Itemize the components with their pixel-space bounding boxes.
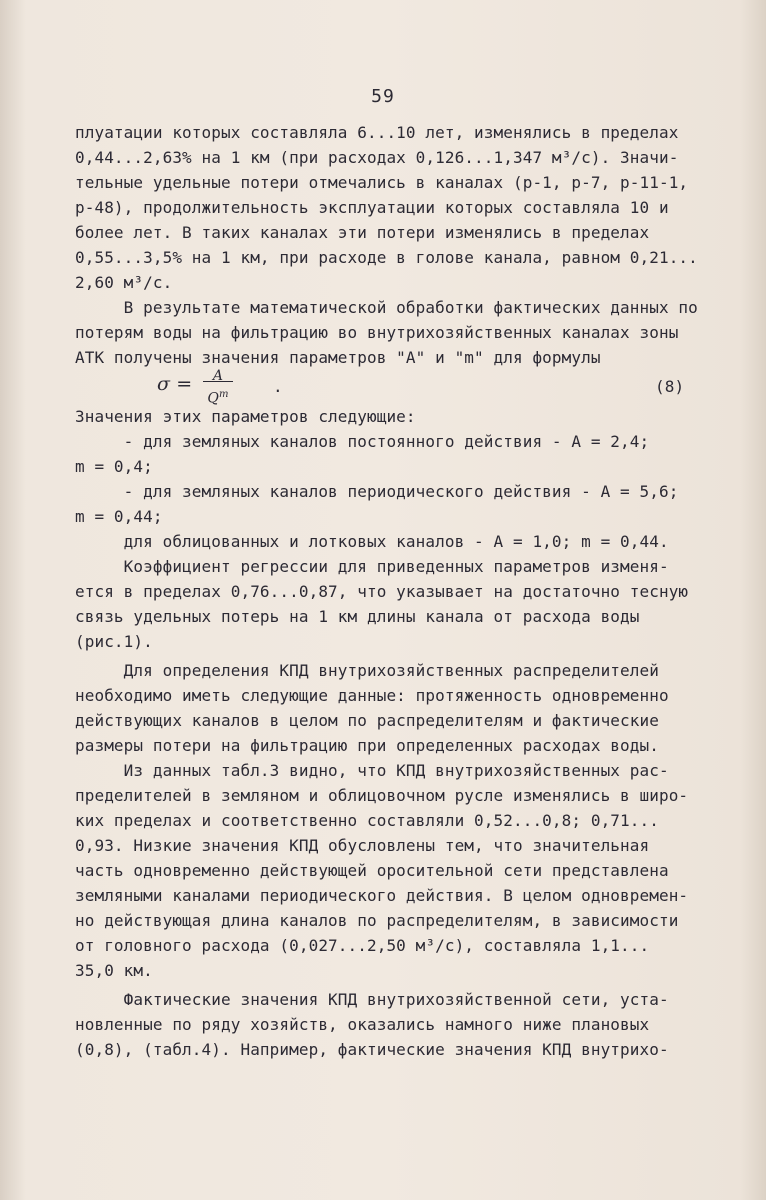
- text-line: В результате математической обработки фактических данных по: [75, 298, 698, 317]
- text-line: Из данных табл.3 видно, что КПД внутрихозяйственных рас-: [75, 761, 669, 780]
- text-line: 0,44...2,63% на 1 км (при расходах 0,126...1,347 м³/с). Значи-: [75, 148, 679, 167]
- text-line: для облицованных и лотковых каналов - А = 1,0; m = 0,44.: [75, 532, 669, 551]
- text-line: Значения этих параметров следующие:: [75, 407, 416, 426]
- page-number: 59: [371, 86, 395, 107]
- body-text: [75, 120, 725, 1062]
- text-line: - для земляных каналов постоянного действия - А = 2,4;: [75, 432, 650, 451]
- text-line: новленные по ряду хозяйств, оказались намного ниже плановых: [75, 1015, 650, 1034]
- formula-fraction: [201, 364, 235, 407]
- text-line: от головного расхода (0,027...2,50 м³/с), составляла 1,1...: [75, 936, 650, 955]
- text-line: 0,55...3,5% на 1 км, при расходе в голове канала, равном 0,21...: [75, 248, 698, 267]
- text-line: (0,8), (табл.4). Например, фактические значения КПД внутрихо-: [75, 1040, 669, 1059]
- formula-8: [75, 368, 725, 407]
- formula-numerator: A: [212, 368, 224, 384]
- formula-period: .: [273, 377, 283, 396]
- formula-exponent: m: [218, 389, 229, 400]
- text-line: пределителей в земляном и облицовочном русле изменялись в широ-: [75, 786, 689, 805]
- text-line: земляными каналами периодического действия. В целом одновремен-: [75, 886, 689, 905]
- text-line: размеры потери на фильтрацию при определенных расходах воды.: [75, 736, 659, 755]
- text-line: 2,60 м³/с.: [75, 273, 173, 292]
- text-line: - для земляных каналов периодического действия - А = 5,6;: [75, 482, 679, 501]
- text-line: потерям воды на фильтрацию во внутрихозяйственных каналах зоны: [75, 323, 679, 342]
- text-line: АТК получены значения параметров "А" и "m" для формулы: [75, 348, 601, 367]
- text-line: m = 0,44;: [75, 507, 163, 526]
- text-line: Коэффициент регрессии для приведенных параметров изменя-: [75, 557, 669, 576]
- text-line: действующих каналов в целом по распределителям и фактические: [75, 711, 659, 730]
- text-line: но действующая длина каналов по распределителям, в зависимости: [75, 911, 679, 930]
- text-line: (рис.1).: [75, 632, 153, 651]
- text-line: Для определения КПД внутрихозяйственных распределителей: [75, 661, 659, 680]
- text-line: более лет. В таких каналах эти потери изменялись в пределах: [75, 223, 650, 242]
- text-line: плуатации которых составляла 6...10 лет, изменялись в пределах: [75, 123, 679, 142]
- text-line: р-48), продолжительность эксплуатации которых составляла 10 и: [75, 198, 669, 217]
- text-line: ких пределах и соответственно составляли 0,52...0,8; 0,71...: [75, 811, 659, 830]
- text-line: 35,0 км.: [75, 961, 153, 980]
- text-line: Фактические значения КПД внутрихозяйственной сети, уста-: [75, 990, 669, 1009]
- text-line: тельные удельные потери отмечались в каналах (р-1, р-7, р-11-1,: [75, 173, 689, 192]
- text-line: часть одновременно действующей оросительной сети представлена: [75, 861, 669, 880]
- text-line: m = 0,4;: [75, 457, 153, 476]
- text-line: ется в пределах 0,76...0,87, что указывает на достаточно тесную: [75, 582, 689, 601]
- formula-denominator: $Q^m$: [207, 389, 229, 407]
- text-line: связь удельных потерь на 1 км длины канала от расхода воды: [75, 607, 640, 626]
- formula-lhs: σ =: [157, 373, 193, 395]
- equation-number: (8): [655, 377, 685, 396]
- text-line: необходимо иметь следующие данные: протяженность одновременно: [75, 686, 669, 705]
- text-line: 0,93. Низкие значения КПД обусловлены тем, что значительная: [75, 836, 650, 855]
